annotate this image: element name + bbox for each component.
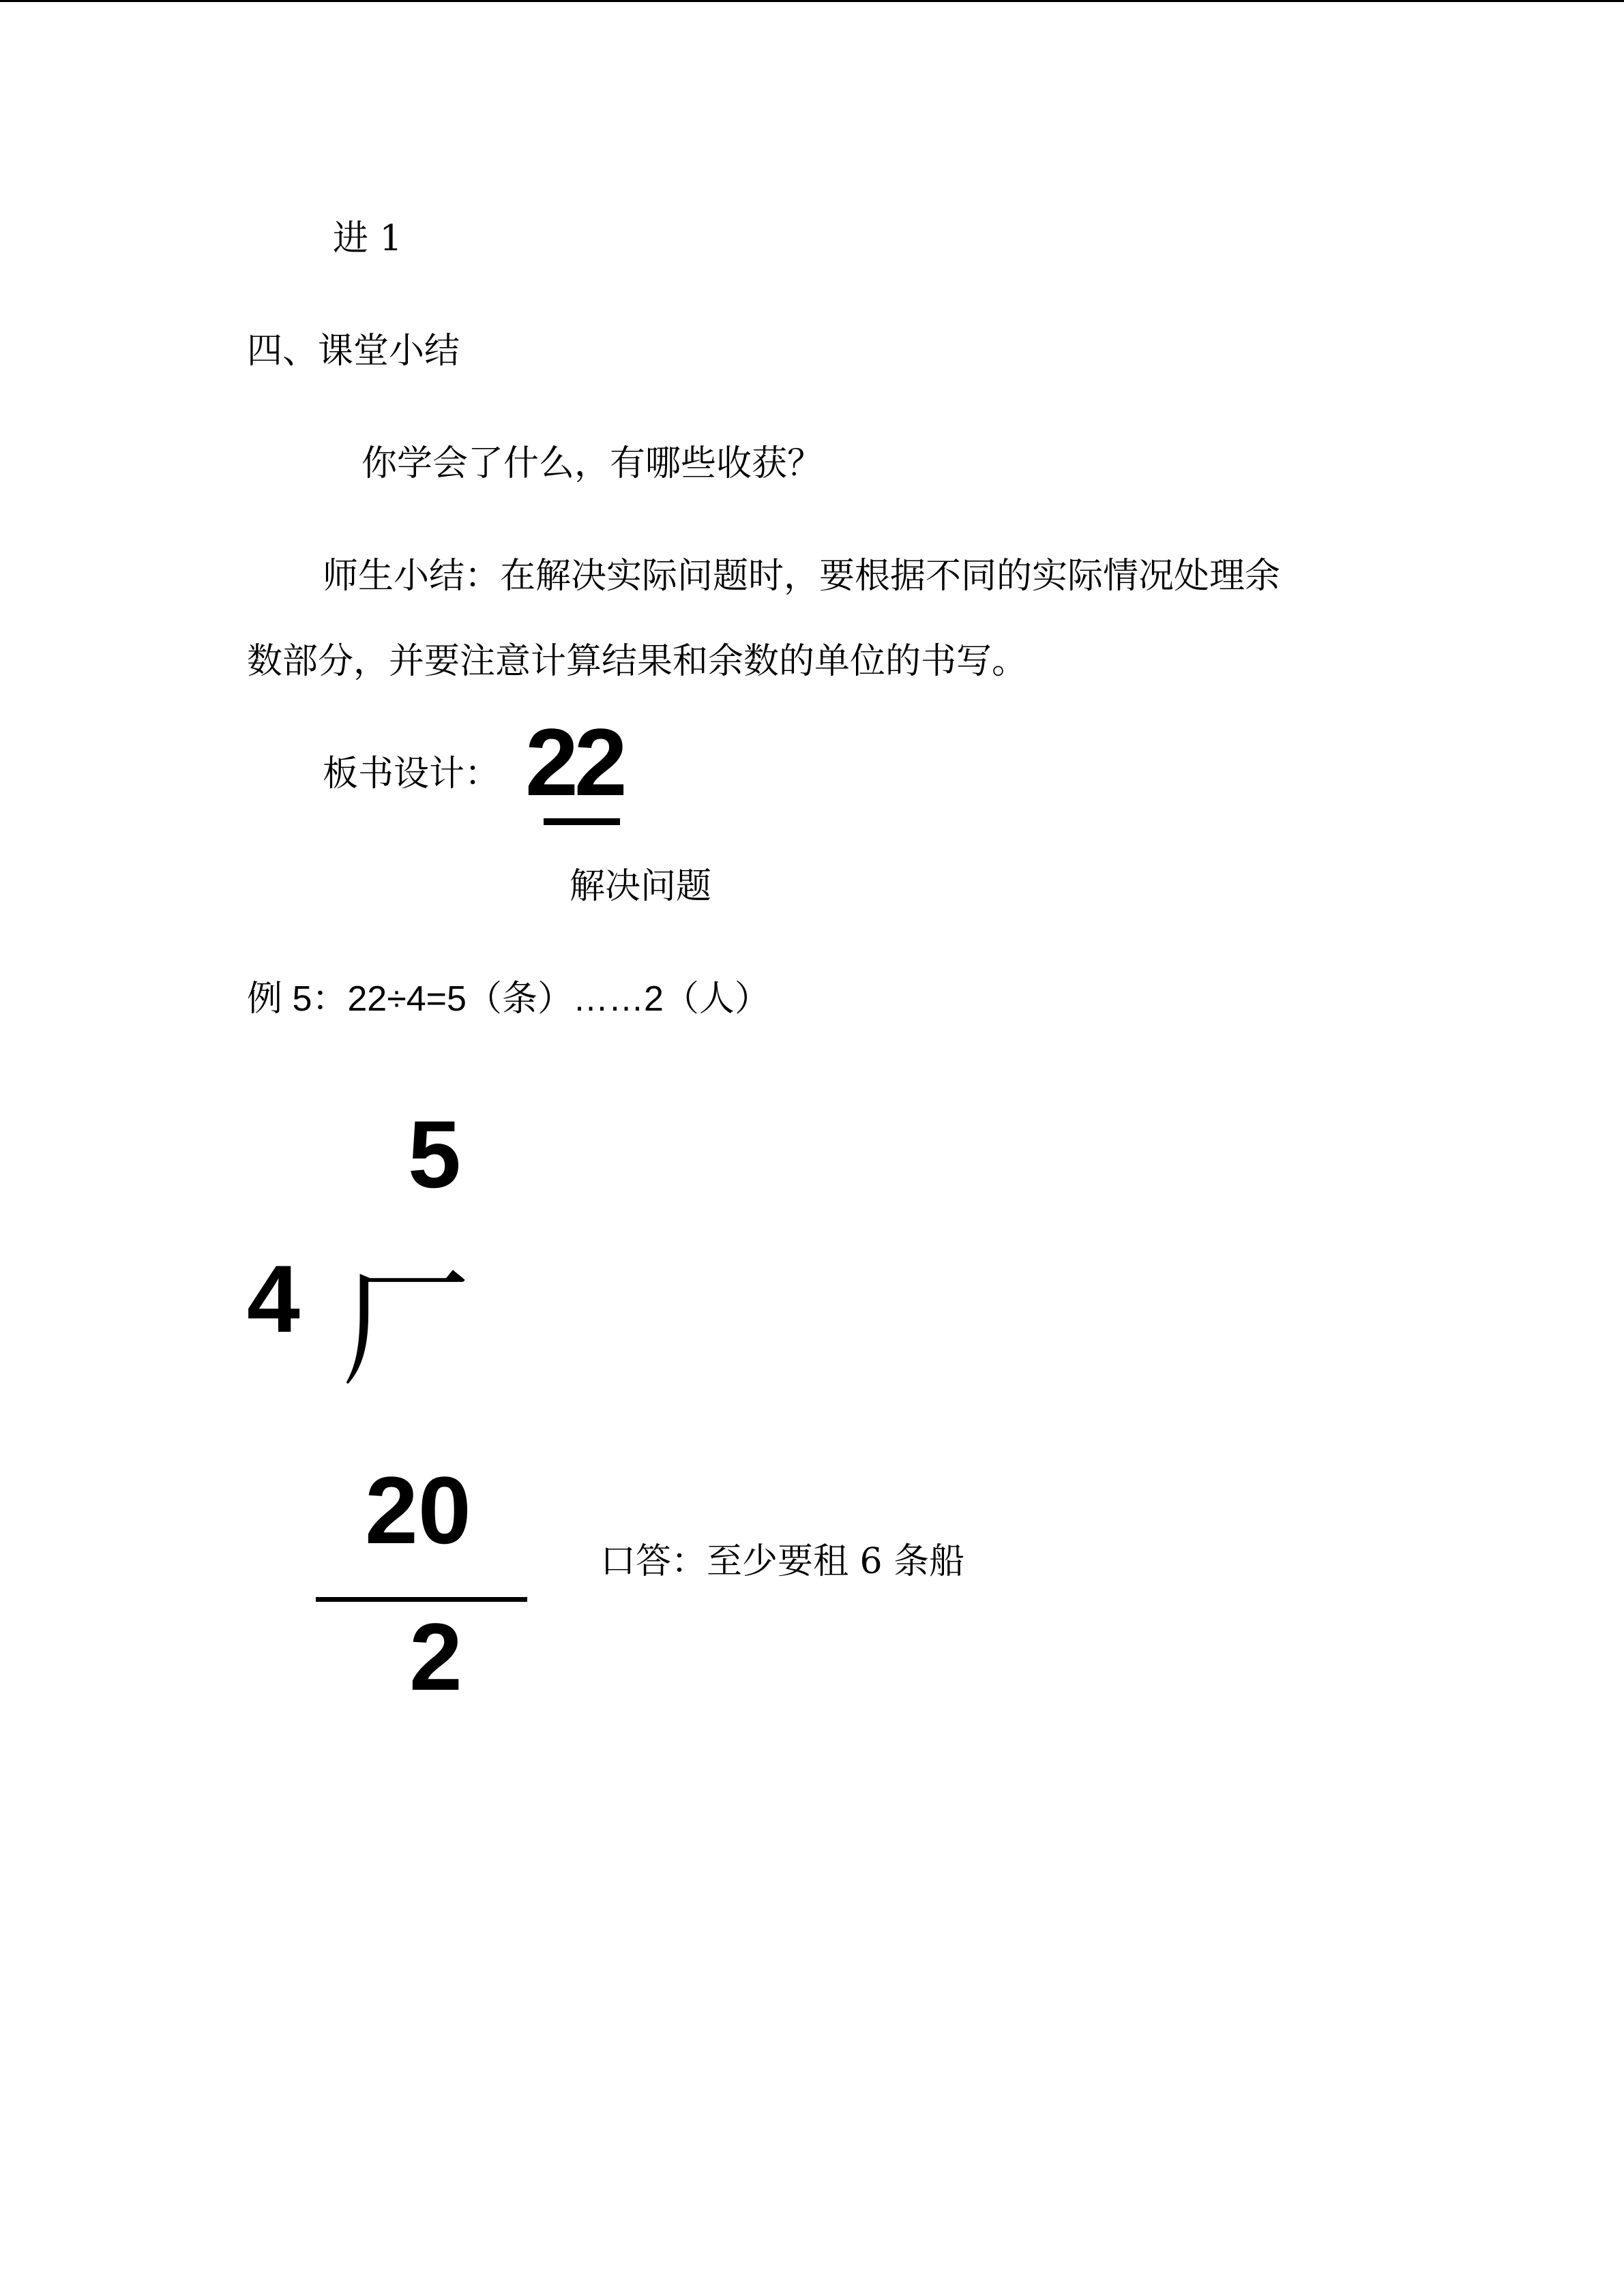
remainder: 2	[409, 1603, 462, 1710]
page-top-border	[0, 0, 1624, 2]
answer-text: 口答：至少要租 6 条船	[600, 1541, 965, 1582]
carry-note: 进 1	[333, 218, 402, 259]
board-design-label: 板书设计：	[323, 754, 501, 794]
divisor: 4	[247, 1245, 300, 1352]
summary-line-1: 师生小结：在解决实际问题时，要根据不同的实际情况处理余	[323, 556, 1281, 597]
summary-line-2: 数部分，并要注意计算结果和余数的单位的书写。	[247, 641, 1028, 682]
dividend: 22	[525, 709, 623, 816]
section-title: 四、课堂小结	[247, 331, 460, 372]
question-text: 你学会了什么，有哪些收获？	[361, 443, 823, 484]
division-bracket: 厂	[341, 1254, 471, 1405]
board-title: 解决问题	[570, 866, 712, 907]
example-equation: 例 5：22÷4=5（条）……2（人）	[247, 979, 770, 1019]
product: 20	[365, 1457, 471, 1564]
quotient: 5	[408, 1101, 461, 1208]
dividend-bar	[544, 818, 620, 825]
subtraction-line	[316, 1597, 527, 1602]
